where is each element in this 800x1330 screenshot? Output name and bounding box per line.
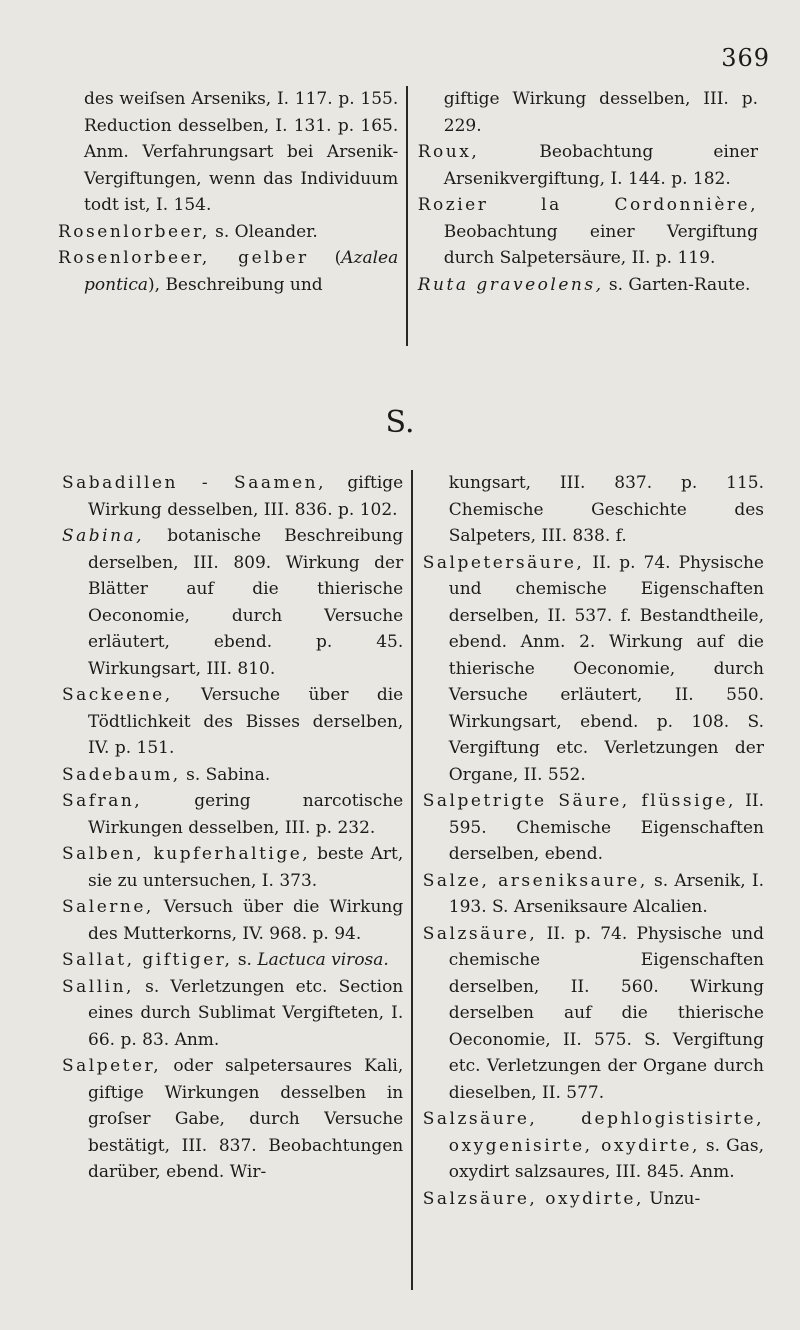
index-entry [62, 470, 403, 523]
entry-italic-text: Lactuca virosa. [257, 950, 389, 970]
entry-headword: Salben, kupferhaltige, [62, 844, 311, 864]
index-entry [62, 523, 403, 682]
entry-text: s. Sabina. [180, 764, 271, 785]
index-entry [62, 974, 403, 1054]
entry-headword: Sabina, [62, 526, 145, 546]
index-entry [418, 86, 758, 139]
index-entry [62, 788, 403, 841]
index-entry [62, 1053, 403, 1186]
entry-text: gering narcotische Wirkungen desselben, III. p. 232. [88, 791, 404, 838]
entry-headword: Salpeter, [62, 1056, 162, 1076]
bottom-right-column [413, 470, 764, 1290]
top-index-block [58, 86, 758, 346]
entry-text: beste Art, sie zu untersuchen, I. 373. [88, 844, 404, 891]
entry-text: Versuch über die Wirkung des Mutterkorns, IV. 968. p. 94. [88, 897, 404, 944]
index-entry [58, 86, 398, 219]
index-entry [62, 841, 403, 894]
entry-headword: Salzsäure, oxydirte, [422, 1188, 644, 1209]
index-entry [423, 550, 764, 789]
entry-text: s. Oleander. [209, 221, 318, 242]
entry-headword: Salze, arseniksaure, [422, 870, 648, 891]
index-entry [418, 272, 758, 299]
entry-headword: Sallat, giftiger, [62, 950, 233, 970]
entry-headword: Rozier la Cordonnière, [417, 195, 758, 215]
entry-text: Beobachtung einer Arsenikvergiftung, I. 144. p. 182. [443, 142, 758, 189]
index-entry [423, 788, 764, 868]
entry-headword: Salpetersäure, [422, 552, 585, 573]
entry-headword: Salzsäure, dephlogistisirte, oxygenisirte, oxydirte, [422, 1109, 764, 1156]
index-entry [418, 139, 758, 192]
entry-headword: Sallin, [62, 976, 134, 997]
entry-headword: Rosenlorbeer, gelber [58, 248, 309, 268]
entry-text: II. p. 74. Physische und chemische Eigenschaften derselben, II. 537. f. Bestandtheile, ebend. Anm. 2. Wirkung auf die thierische Oeconomie, durch Versuche erläutert, II. 550. Wirkungsart, ebend. p. 108. S. Vergiftung etc. Verletzungen der Organe, II. 552. [448, 552, 764, 785]
entry-italic-text: Azalea pontica [84, 248, 399, 295]
entry-text: des weiſsen Arseniks, I. 117. p. 155. Reduction desselben, I. 131. p. 165. Anm. Verfahrungsart bei Arsenik-Vergiftungen, wenn das Individuum todt ist, I. 154. [84, 89, 399, 215]
entry-headword: Salzsäure, [422, 923, 538, 944]
index-entry [423, 921, 764, 1107]
entry-text: s. [232, 950, 258, 970]
entry-headword: Safran, [62, 791, 143, 811]
entry-text: s. Verletzungen etc. Section eines durch Sublimat Vergifteten, I. 66. p. 83. Anm. [88, 976, 404, 1050]
entry-text: II. 595. Chemische Eigenschaften derselben, ebend. [448, 791, 764, 864]
index-entry [62, 762, 403, 789]
entry-headword: Sackeene, [62, 685, 173, 705]
bottom-index-block [62, 470, 764, 1290]
page-number: 369 [721, 44, 770, 72]
index-entry [423, 470, 764, 550]
entry-headword: Rosenlorbeer, [58, 221, 210, 242]
entry-text: s. Garten-Raute. [603, 274, 751, 295]
index-entry [58, 245, 398, 298]
entry-headword: Sadebaum, [62, 764, 181, 785]
entry-headword: Roux, [417, 142, 480, 162]
index-entry [62, 894, 403, 947]
index-entry [62, 682, 403, 762]
entry-text: giftige Wirkung desselben, III. 836. p. 102. [88, 473, 404, 520]
entry-text: Versuche über die Tödtlichkeit des Bisses derselben, IV. p. 151. [88, 685, 404, 758]
entry-text: giftige Wirkung desselben, III. p. 229. [443, 89, 758, 136]
entry-text: kungsart, III. 837. p. 115. Chemische Geschichte des Salpeters, III. 838. f. [448, 473, 764, 546]
top-right-column [408, 86, 758, 346]
entry-text: ( [308, 248, 342, 268]
entry-headword: Sabadillen - Saamen, [62, 473, 327, 493]
entry-headword: Salpetrigte Säure, flüssige, [422, 791, 736, 811]
entry-headword: Salerne, [62, 897, 154, 917]
entry-text: Unzu- [643, 1188, 701, 1209]
entry-text: ), Beschreibung und [148, 274, 323, 295]
index-entry [62, 947, 403, 974]
index-entry [418, 192, 758, 272]
entry-text: Beobachtung einer Vergiftung durch Salpetersäure, II. p. 119. [443, 221, 758, 268]
section-letter: S. [385, 405, 415, 440]
entry-text: botanische Beschreibung derselben, III. 809. Wirkung der Blätter auf die thierische Oeconomie, durch Versuche erläutert, ebend. p. 45. Wirkungsart, III. 810. [88, 526, 404, 679]
bottom-left-column [62, 470, 411, 1290]
index-entry [58, 219, 398, 246]
index-entry [423, 1186, 764, 1213]
entry-headword: Ruta graveolens, [417, 274, 604, 295]
index-entry [423, 1106, 764, 1186]
entry-text: s. Arsenik, I. 193. S. Arseniksaure Alcalien. [448, 870, 764, 917]
entry-text: s. Gas, oxydirt salzsaures, III. 845. Anm. [448, 1135, 764, 1182]
top-left-column [58, 86, 406, 346]
index-entry [423, 868, 764, 921]
entry-text: II. p. 74. Physische und chemische Eigenschaften derselben, II. 560. Wirkung derselben auf die thierische Oeconomie, II. 575. S. Vergiftung etc. Verletzungen der Organe durch dieselben, II. 577. [448, 923, 764, 1103]
entry-text: oder salpetersaures Kali, giftige Wirkungen desselben in groſser Gabe, durch Versuche bestätigt, III. 837. Beobachtungen darüber, ebend. Wir- [88, 1056, 404, 1182]
